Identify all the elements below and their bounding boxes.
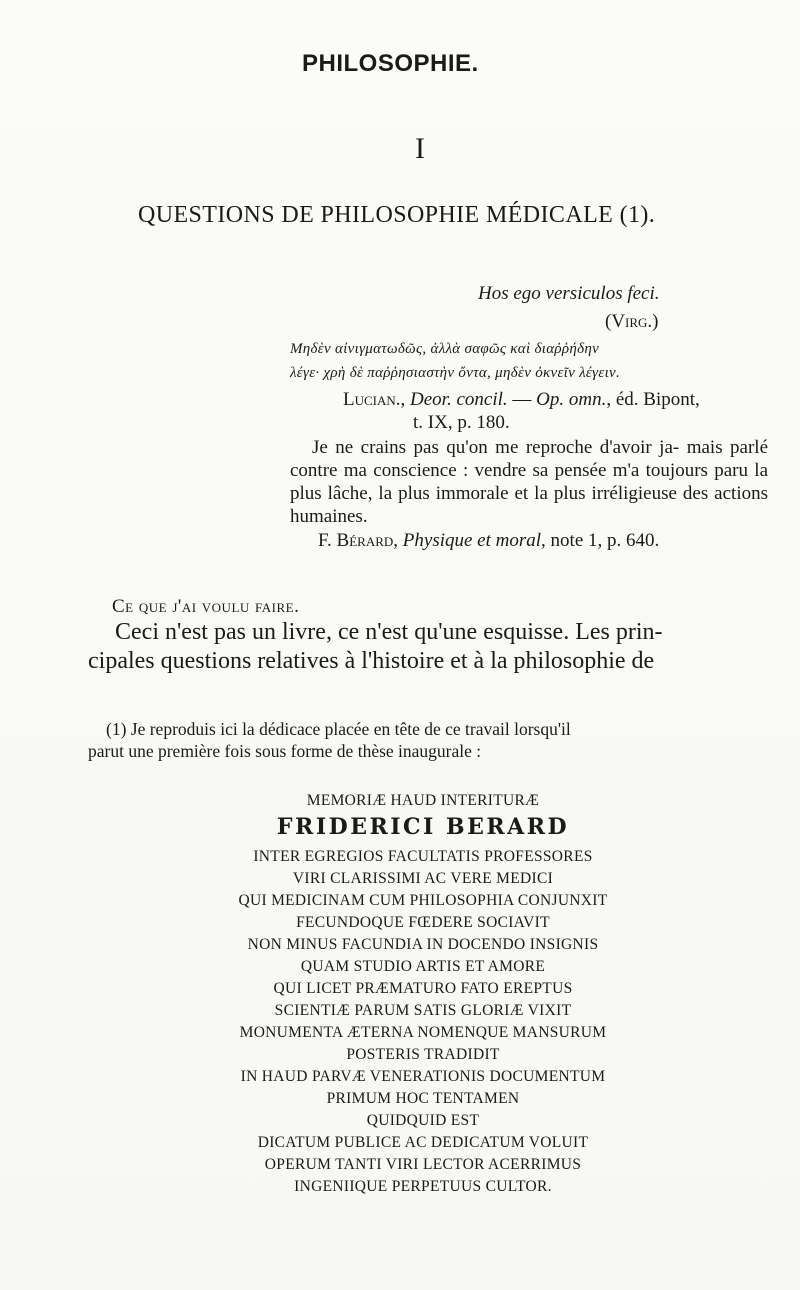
lucian-reference: t. IX, p. 180. — [413, 412, 510, 433]
body-line: Ceci n'est pas un livre, ce n'est qu'une esquisse. Les prin- — [115, 619, 663, 645]
dedication-line: QUI MEDICINAM CUM PHILOSOPHIA CONJUNXIT — [238, 892, 608, 909]
greek-epigraph-line-1: Μηδὲν αἰνιγματωδῶς, ἀλλὰ σαφῶς καὶ διαῤῥήδην — [290, 341, 600, 357]
berard-work: Physique et moral — [402, 530, 542, 551]
dedication-line: IN HAUD PARVÆ VENERATIONIS DOCUMENTUM — [240, 1068, 606, 1085]
lucian-edition: , éd. Bipont, — [606, 389, 700, 410]
berard-quote-text — [290, 436, 768, 528]
chapter-number: I — [415, 132, 425, 165]
dedication-line: VIRI CLARISSIMI AC VERE MEDICI — [292, 870, 554, 887]
virgil-source: (Virg.) — [605, 311, 659, 332]
berard-author: Bérard, — [336, 530, 399, 551]
lucian-dash: — — [507, 389, 537, 410]
lucian-work-2: Op. omn. — [536, 389, 607, 410]
body-paragraph — [88, 618, 764, 676]
greek-epigraph-line-2: λέγε· χρὴ δὲ παῤῥησιαστὴν ὄντα, μηδὲν ὀκνεῖν λέγειν. — [290, 365, 621, 381]
dedication-line: QUI LICET PRÆMATURO FATO EREPTUS — [273, 980, 573, 997]
chapter-title: QUESTIONS DE PHILOSOPHIE MÉDICALE (1). — [138, 202, 656, 228]
quote-line: mais parlé contre ma conscience : vendre sa pensée — [290, 437, 769, 481]
section-heading: Ce que j'ai voulu faire. — [112, 596, 300, 617]
dedication-line: OPERUM TANTI VIRI LECTOR ACERRIMUS — [264, 1156, 582, 1173]
running-header: PHILOSOPHIE. — [302, 50, 479, 77]
dedication-line: QUAM STUDIO ARTIS ET AMORE — [300, 958, 546, 975]
quote-line: m'a toujours paru la plus lâche, la plus immorale — [290, 460, 769, 504]
dedication-line: QUIDQUID EST — [366, 1112, 480, 1129]
berard-citation — [318, 530, 659, 552]
footnote — [88, 718, 764, 762]
dedication-line: NON MINUS FACUNDIA IN DOCENDO INSIGNIS — [247, 936, 599, 953]
dedication-line: SCIENTIÆ PARUM SATIS GLORIÆ VIXIT — [274, 1002, 572, 1019]
footnote-line: parut une première fois sous forme de thèse inaugurale : — [88, 741, 482, 761]
dedication-name: FRIDERICI BERARD — [276, 814, 570, 840]
dedication-line: MEMORIÆ HAUD INTERITURÆ — [306, 792, 540, 809]
berard-initial: F. — [318, 530, 337, 551]
dedication-line: INTER EGREGIOS FACULTATIS PROFESSORES — [253, 848, 593, 865]
dedication-line: POSTERIS TRADIDIT — [346, 1046, 500, 1063]
body-line: cipales questions relatives à l'histoire et à la philosophie de — [88, 648, 655, 674]
virgil-epigraph: Hos ego versiculos feci. — [478, 283, 660, 304]
quote-line: et la plus irréligieuse des actions humaines. — [290, 483, 768, 527]
lucian-citation — [343, 389, 700, 411]
quote-line: Je ne crains pas qu'on me reproche d'avoir ja- — [312, 437, 680, 458]
lucian-author: Lucian., — [343, 389, 406, 410]
dedication-line: FECUNDOQUE FŒDERE SOCIAVIT — [296, 914, 550, 931]
berard-quote — [290, 436, 768, 528]
lucian-work-1: Deor. concil. — [410, 389, 508, 410]
dedication-line: DICATUM PUBLICE AC DEDICATUM VOLUIT — [257, 1134, 589, 1151]
dedication-line: MONUMENTA ÆTERNA NOMENQUE MANSURUM — [239, 1024, 607, 1041]
dedication-line: PRIMUM HOC TENTAMEN — [326, 1090, 520, 1107]
dedication-line: INGENIIQUE PERPETUUS CULTOR. — [294, 1178, 552, 1195]
footnote-line: (1) Je reproduis ici la dédicace placée en tête de ce travail lorsqu'il — [106, 719, 571, 739]
berard-reference: , note 1, p. 640. — [541, 530, 660, 551]
